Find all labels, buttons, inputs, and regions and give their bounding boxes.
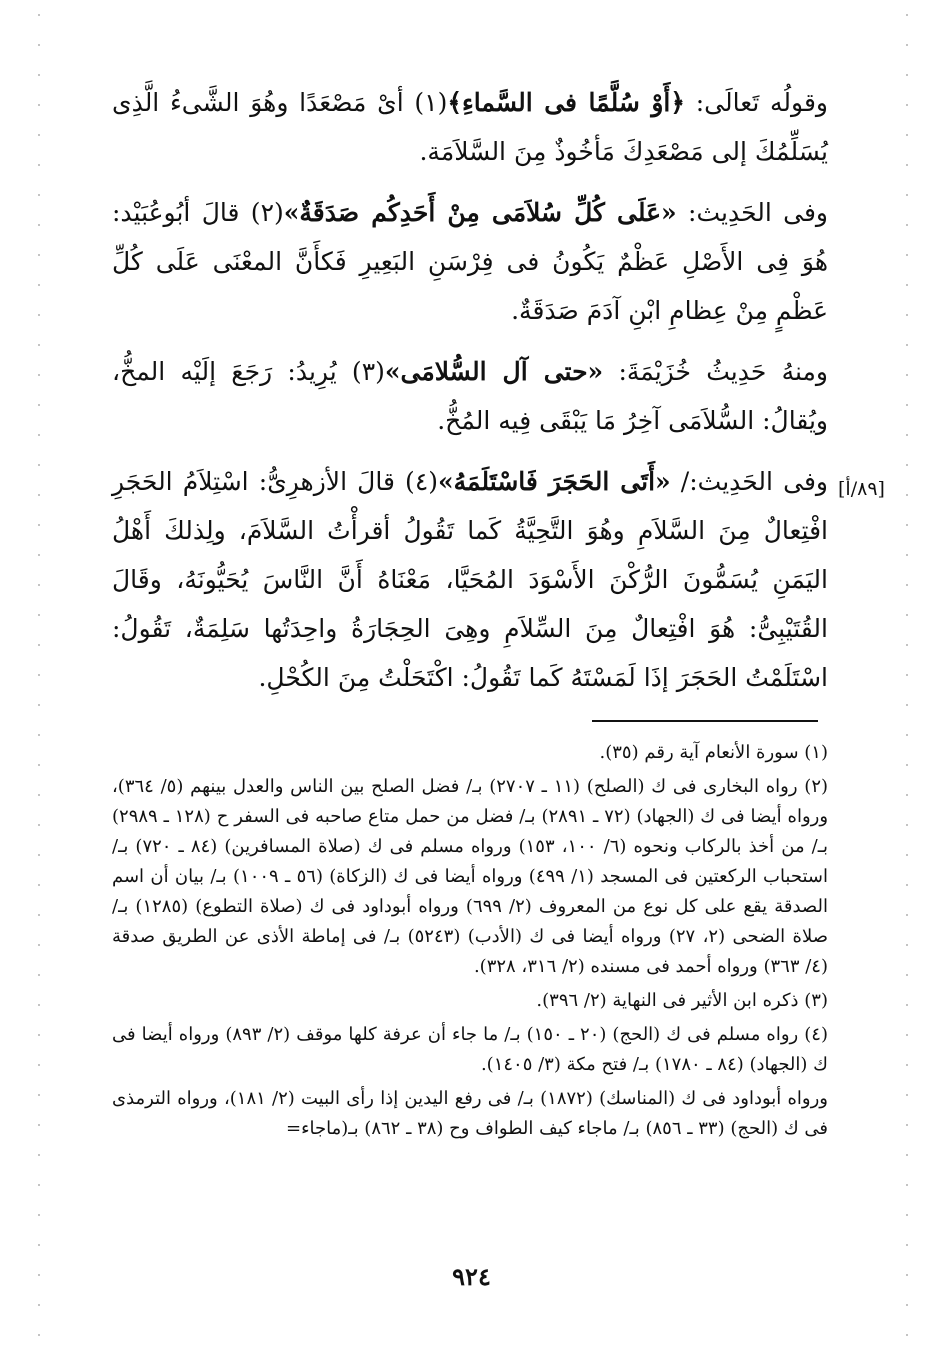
footnotes	[112, 738, 828, 1144]
footnote: ورواه أبوداود فى ك (المناسك) (١٨٧٢) بـ/ فى رفع اليدين إذا رأى البيت (٢/ ١٨١)، ورواه الترمذى فى ك (الحج) (٣٣ ـ ٨٥٦) بـ/ ماجاء كيف الطواف وح (٣٨ ـ ٨٦٢) بـ(ماجاء=	[112, 1088, 828, 1139]
main-text	[112, 78, 828, 702]
quote-bold: «أَتَى الحَجَرَ فَاسْتَلَمَهُ»	[438, 467, 671, 496]
paragraph: ومنهُ حَدِيثُ خُزَيْمَةَ: «حتى آل السُّلامَى»(٣) يُرِيدُ: رَجَعَ إلَيْه المخُّ، ويُقالُ: السُّلاَمَى آخِرُ مَا يَبْقَى فِيه المُخُّ.	[112, 357, 828, 435]
quote-bold: ﴿أَوْ سُلَّمًا فى السَّماءِ﴾	[447, 88, 685, 117]
paragraph: وقولُه تَعالَى: ﴿أَوْ سُلَّمًا فى السَّماءِ﴾(١) أىْ مَصْعَدًا وهُوَ الشَّىءُ الَّذِى يُسَلِّمُكَ إلى مَصْعَدِكَ مَأخُوذٌ مِنَ السَّلاَمَة.	[112, 88, 828, 166]
paragraph: وفى الحَدِيث: «عَلَى كُلِّ سُلاَمَى مِنْ أَحَدِكُم صَدَقَةٌ»(٢) قالَ أبُوعُبَيْد: هُوَ فِى الأَصْلِ عَظْمٌ يَكُونُ فى فِرْسَنِ البَعِيرِ فَكأَنَّ المعْنَى عَلَى كُلِّ عَظْمٍ مِنْ عِظامِ ابْنِ آدَمَ صَدَقَةٌ.	[112, 198, 828, 325]
footnote-separator	[592, 720, 818, 722]
scan-dots-right	[906, 0, 908, 1360]
scan-dots-left	[38, 0, 40, 1360]
quote-bold: «عَلَى كُلِّ سُلاَمَى مِنْ أَحَدِكُم صَدَقَةٌ»	[283, 198, 677, 227]
paragraph: وفى الحَدِيث:/ «أَتَى الحَجَرَ فَاسْتَلَمَهُ»(٤) قالَ الأزهرِىُّ: اسْتِلاَمُ الحَجَرِ افْتِعالٌ مِنَ السَّلاَمِ وهُوَ التَّحِيَّةُ كَما تَقُولُ أقرأْتُ السَّلاَمَ، ولِذلكَ أَهْلُ اليَمَنِ يُسَمُّونَ الرُّكْنَ الأَسْوَدَ المُحَيَّا، مَعْنَاهُ أَنَّ النَّاسَ يُحَيُّونَهُ، وقَالَ القُتَيْبِىُّ: هُوَ افْتِعالٌ مِنَ السِّلاَمِ وهِىَ الحِجَارَةُ واحِدَتُها سَلِمَةٌ، تَقُولُ: اسْتَلَمْتُ الحَجَرَ إذَا لَمَسْتَهُ كَما تَقُولُ: اكْتَحَلْتُ مِنَ الكُحْلِ.	[112, 467, 828, 692]
footnote: (٤) رواه مسلم فى ك (الحج) (٢٠ ـ ١٥٠) بـ/ ما جاء أن عرفة كلها موقف (٢/ ٨٩٣) ورواه أيضا فى ك (الجهاد) (٨٤ ـ ١٧٨٠) بـ/ فتح مكة (٣/ ١٤٠٥).	[112, 1024, 828, 1075]
footnote: (١) سورة الأنعام آية رقم (٣٥).	[599, 742, 828, 763]
manuscript-folio-ref: [٨٩/أ]	[838, 478, 885, 500]
footnote: (٣) ذكره ابن الأثير فى النهاية (٢/ ٣٩٦).	[536, 990, 828, 1011]
footnote: (٢) رواه البخارى فى ك (الصلح) (١١ ـ ٢٧٠٧) بـ/ فضل الصلح بين الناس والعدل بينهم (٥/ ٣٦٤)، ورواه أيضا فى ك (الجهاد) (٧٢ ـ ٢٨٩١) بـ/ فضل من حمل متاع صاحبه فى السفر ح (١٢٨ ـ ٢٩٨٩) بـ/ من أخذ بالركاب ونحوه (٦/ ١٠٠، ١٥٣) ورواه مسلم فى ك (صلاة المسافرين) (٨٤ ـ ٧٢٠) بـ/ استحباب الركعتين فى المسجد (١/ ٤٩٩) ورواه أيضا فى ك (الزكاة) (٥٦ ـ ١٠٠٩) بـ/ بيان أن اسم الصدقة يقع على كل نوع من المعروف (٢/ ٦٩٩) ورواه أبوداود فى ك (صلاة التطوع) (١٢٨٥) بـ/ صلاة الضحى (٢، ٢٧) ورواه أيضا فى ك (الأدب) (٥٢٤٣) بـ/ فى إماطة الأذى عن الطريق صدقة (٤/ ٣٦٣) ورواه أحمد فى مسنده (٢/ ٣١٦، ٣٢٨).	[112, 776, 829, 977]
page-number: ٩٢٤	[452, 1262, 491, 1291]
quote-bold: «حتى آل السُّلامَى»	[384, 357, 604, 386]
